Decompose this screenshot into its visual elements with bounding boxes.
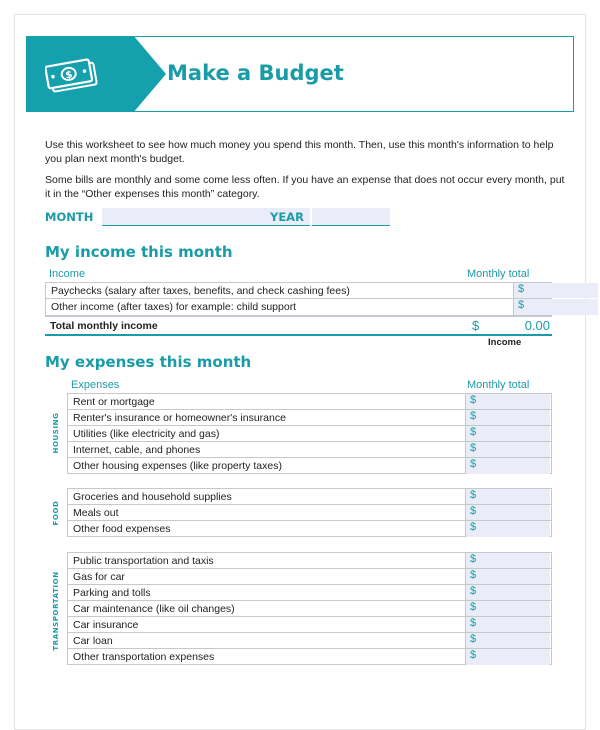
income-col-label: Income [49, 268, 86, 280]
total-currency-symbol: $ [472, 318, 480, 333]
currency-symbol: $ [470, 442, 477, 454]
row-label: Utilities (like electricity and gas) [73, 427, 220, 440]
currency-symbol: $ [470, 633, 477, 645]
currency-symbol: $ [470, 505, 477, 517]
table-row [68, 569, 551, 585]
transportation-table [67, 552, 552, 665]
row-label: Meals out [73, 506, 119, 519]
row-label: Rent or mortgage [73, 395, 155, 408]
amount-field[interactable] [465, 617, 550, 632]
amount-field[interactable] [465, 505, 550, 520]
table-row [68, 617, 551, 633]
year-label: YEAR [270, 210, 304, 224]
currency-symbol: $ [470, 569, 477, 581]
row-label: Gas for car [73, 570, 125, 583]
month-label: MONTH [45, 210, 94, 224]
expenses-col-amount: Monthly total [467, 379, 530, 391]
table-row [68, 489, 551, 505]
expenses-col-label: Expenses [71, 379, 120, 391]
row-label: Car insurance [73, 618, 139, 631]
total-income-value: 0.00 [524, 318, 550, 333]
currency-symbol: $ [470, 601, 477, 613]
row-label: Other income (after taxes) for example: child support [51, 301, 297, 313]
table-row [68, 553, 551, 569]
amount-field[interactable] [465, 458, 550, 474]
year-field[interactable] [312, 208, 390, 226]
row-label: Paychecks (salary after taxes, benefits, and check cashing fees) [51, 284, 350, 297]
amount-field[interactable] [465, 553, 550, 568]
food-table [67, 488, 552, 537]
row-label: Groceries and household supplies [73, 490, 232, 503]
expenses-heading: My expenses this month [45, 353, 252, 371]
total-income-caption: Income [488, 337, 522, 348]
amount-field[interactable] [465, 426, 550, 441]
table-row [68, 633, 551, 649]
row-label: Public transportation and taxis [73, 554, 214, 567]
table-row [68, 458, 551, 474]
row-label: Other food expenses [73, 523, 171, 535]
table-row [68, 426, 551, 442]
header-banner [26, 36, 574, 112]
amount-field[interactable] [465, 585, 550, 600]
row-label: Other housing expenses (like property taxes) [73, 460, 282, 472]
amount-field[interactable] [465, 394, 550, 409]
currency-symbol: $ [518, 283, 525, 295]
housing-group-label: HOUSING [52, 412, 60, 454]
income-col-amount: Monthly total [467, 268, 530, 280]
table-row [68, 585, 551, 601]
transportation-group-label: TRANSPORTATION [52, 571, 60, 651]
month-year-row [45, 208, 390, 226]
currency-symbol: $ [470, 521, 477, 533]
food-group-label: FOOD [52, 500, 60, 526]
income-table [45, 282, 552, 316]
row-label: Renter's insurance or homeowner's insurance [73, 411, 286, 424]
currency-symbol: $ [470, 585, 477, 597]
intro-paragraph-1: Use this worksheet to see how much money you spend this month. Then, use this month's information to help you plan next month's budget. [45, 139, 554, 165]
row-label: Internet, cable, and phones [73, 443, 201, 456]
amount-field[interactable] [465, 569, 550, 584]
currency-symbol: $ [470, 426, 477, 438]
table-row [46, 283, 551, 299]
table-row [68, 601, 551, 617]
currency-symbol: $ [470, 489, 477, 501]
amount-field[interactable] [465, 649, 550, 665]
row-label: Car maintenance (like oil changes) [73, 602, 235, 615]
amount-field[interactable] [513, 283, 598, 298]
intro-paragraph-2: Some bills are monthly and some come less often. If you have an expense that does not occur every month, put it in the “Other expenses this month” category. [45, 174, 565, 200]
amount-field[interactable] [465, 442, 550, 457]
row-label: Other transportation expenses [73, 651, 215, 663]
housing-table [67, 393, 552, 474]
currency-symbol: $ [470, 617, 477, 629]
currency-symbol: $ [470, 458, 477, 470]
currency-symbol: $ [518, 299, 525, 311]
row-label: Car loan [73, 634, 113, 647]
row-label: Parking and tolls [73, 586, 151, 599]
table-row [68, 521, 551, 537]
income-heading: My income this month [45, 243, 233, 261]
table-row [68, 649, 551, 665]
amount-field[interactable] [465, 601, 550, 616]
table-row [68, 505, 551, 521]
money-bill-icon [45, 57, 103, 93]
table-row [68, 394, 551, 410]
currency-symbol: $ [470, 394, 477, 406]
currency-symbol: $ [470, 553, 477, 565]
page-title: Make a Budget [167, 61, 344, 85]
amount-field[interactable] [465, 633, 550, 648]
amount-field[interactable] [513, 299, 598, 315]
amount-field[interactable] [465, 521, 550, 537]
table-row [68, 410, 551, 426]
currency-symbol: $ [470, 410, 477, 422]
table-row [68, 442, 551, 458]
table-row [46, 299, 551, 315]
amount-field[interactable] [465, 489, 550, 504]
total-income-label: Total monthly income [50, 320, 158, 332]
currency-symbol: $ [470, 649, 477, 661]
amount-field[interactable] [465, 410, 550, 425]
total-income-row [45, 316, 552, 336]
svg-text:$: $ [64, 69, 74, 82]
